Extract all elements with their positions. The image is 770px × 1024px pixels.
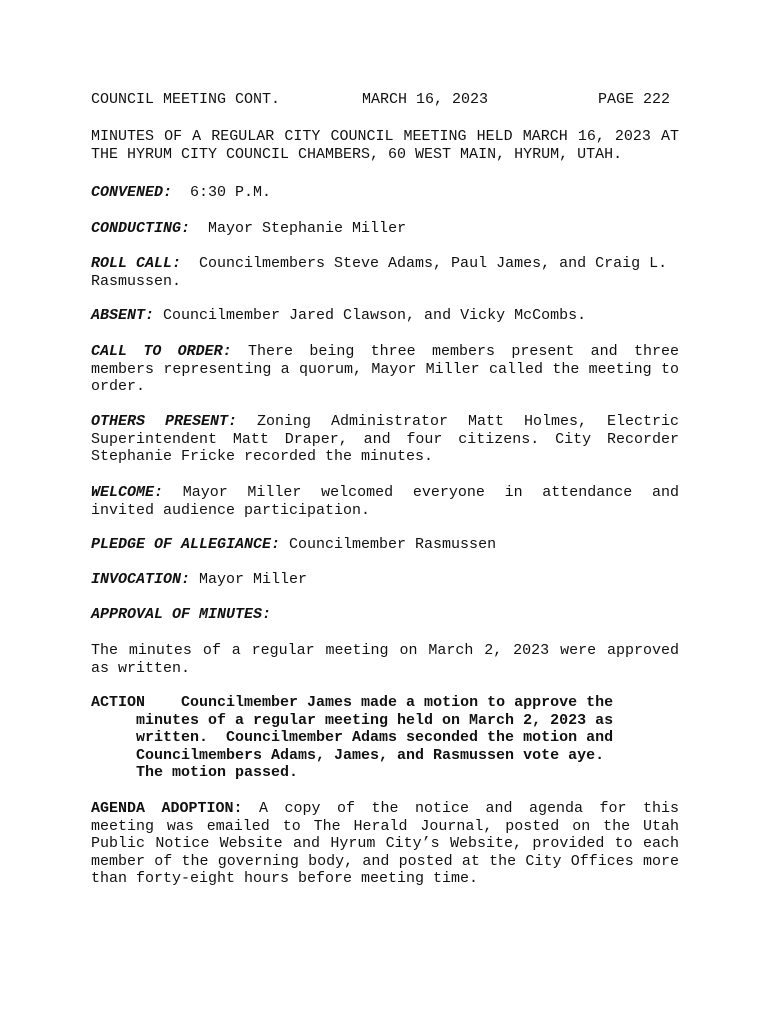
- paragraph-line: [91, 413, 679, 431]
- section-text: There being three members present and three: [231, 343, 679, 360]
- paragraph-line: as written.: [91, 659, 191, 677]
- paragraph-absent: [91, 307, 679, 325]
- paragraph-intro: [91, 128, 679, 163]
- section-label: APPROVAL OF MINUTES:: [91, 606, 272, 623]
- section-label: ROLL CALL:: [91, 255, 182, 272]
- section-text: Mayor Stephanie Miller: [190, 220, 407, 237]
- header-page-number: PAGE 222: [598, 91, 671, 108]
- paragraph-line: MINUTES OF A REGULAR CITY COUNCIL MEETING HELD MARCH 16, 2023 AT: [91, 128, 679, 145]
- paragraph-line: Stephanie Fricke recorded the minutes.: [91, 448, 434, 466]
- paragraph-line: order.: [91, 378, 146, 396]
- header-title: COUNCIL MEETING CONT.: [91, 91, 281, 108]
- section-label: CONVENED:: [91, 184, 173, 201]
- section-text: Mayor Miller: [190, 571, 308, 588]
- header-date: MARCH 16, 2023: [362, 91, 489, 108]
- paragraph-line: [91, 343, 679, 361]
- paragraph-others-present: [91, 413, 679, 466]
- paragraph-line: [91, 184, 679, 202]
- paragraph-line: The minutes of a regular meeting on March 2, 2023 were approved: [91, 642, 679, 659]
- paragraph-line: [91, 484, 679, 502]
- paragraph-line: The motion passed.: [136, 764, 299, 782]
- paragraph-call-to-order: [91, 343, 679, 396]
- paragraph-line: Councilmembers Adams, James, and Rasmussen vote aye.: [136, 746, 605, 764]
- paragraph-roll-call: [91, 255, 679, 290]
- section-label: ACTION: [91, 694, 146, 711]
- section-text: Councilmember James made a motion to approve the: [145, 694, 614, 711]
- paragraph-line: [91, 571, 679, 589]
- section-text: Zoning Administrator Matt Holmes, Electric: [237, 413, 679, 430]
- paragraph-pledge: [91, 536, 679, 554]
- section-label: ABSENT:: [91, 307, 155, 324]
- section-label: AGENDA ADOPTION:: [91, 800, 243, 817]
- paragraph-line: [91, 220, 679, 238]
- paragraph-line: minutes of a regular meeting held on March 2, 2023 as: [136, 711, 614, 729]
- section-label: INVOCATION:: [91, 571, 191, 588]
- paragraph-line: written. Councilmember Adams seconded the motion and: [136, 729, 614, 747]
- section-label: OTHERS PRESENT:: [91, 413, 238, 430]
- paragraph-line: meeting was emailed to The Herald Journal, posted on the Utah: [91, 817, 679, 835]
- paragraph-line: [91, 536, 679, 554]
- paragraph-line: [91, 800, 679, 818]
- paragraph-line: members representing a quorum, Mayor Miller called the meeting to: [91, 360, 679, 378]
- paragraph-minutes-text: [91, 642, 679, 677]
- section-text: 6:30 P.M.: [172, 184, 272, 201]
- section-text: Councilmember Jared Clawson, and Vicky McCombs.: [154, 307, 587, 324]
- agenda-adoption-paragraph: [91, 800, 679, 888]
- paragraph-line: [91, 694, 633, 712]
- paragraph-approval: [91, 606, 679, 624]
- section-label: CALL TO ORDER:: [91, 343, 232, 360]
- paragraph-line: [91, 606, 679, 624]
- page-header: [91, 91, 671, 109]
- section-label: PLEDGE OF ALLEGIANCE:: [91, 536, 281, 553]
- paragraph-line: Superintendent Matt Draper, and four citizens. City Recorder: [91, 430, 679, 448]
- section-text: Councilmembers Steve Adams, Paul James, and Craig L.: [181, 255, 668, 272]
- paragraph-line: THE HYRUM CITY COUNCIL CHAMBERS, 60 WEST MAIN, HYRUM, UTAH.: [91, 145, 623, 163]
- section-text: Mayor Miller welcomed everyone in attendance and: [163, 484, 679, 501]
- paragraph-invocation: [91, 571, 679, 589]
- section-label: CONDUCTING:: [91, 220, 191, 237]
- paragraph-convened: [91, 184, 679, 202]
- paragraph-line: Rasmussen.: [91, 272, 182, 290]
- paragraph-conducting: [91, 220, 679, 238]
- paragraph-welcome: [91, 484, 679, 519]
- paragraph-line: than forty-eight hours before meeting time.: [91, 870, 479, 888]
- paragraph-line: member of the governing body, and posted at the City Offices more: [91, 852, 679, 870]
- paragraph-line: Public Notice Website and Hyrum City’s Website, provided to each: [91, 835, 679, 853]
- section-text: A copy of the notice and agenda for this: [242, 800, 679, 817]
- paragraph-line: [91, 255, 679, 273]
- section-text: Councilmember Rasmussen: [280, 536, 497, 553]
- section-label: WELCOME:: [91, 484, 164, 501]
- action-block: [91, 694, 633, 782]
- paragraph-line: invited audience participation.: [91, 501, 371, 519]
- paragraph-line: [91, 307, 679, 325]
